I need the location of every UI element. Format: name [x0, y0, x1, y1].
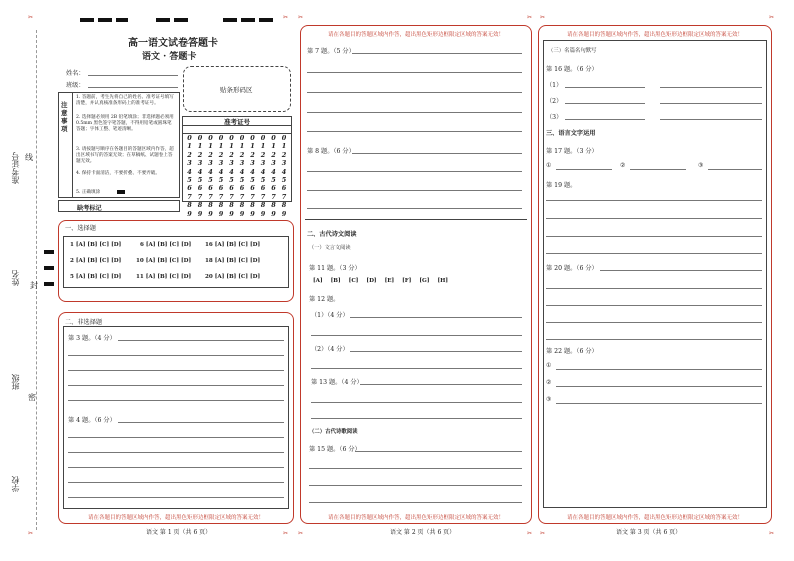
exam-id-digit[interactable]: 8 — [187, 201, 192, 210]
answer-line[interactable] — [546, 322, 762, 323]
exam-id-digit[interactable]: 4 — [197, 167, 203, 176]
exam-id-digit[interactable]: 4 — [187, 167, 192, 176]
answer-line[interactable] — [311, 418, 522, 419]
answer-line[interactable] — [307, 190, 522, 191]
exam-id-digit[interactable]: 0 — [187, 134, 192, 142]
barcode-label: 贴条形码区 — [220, 86, 253, 94]
mc-row-2-a[interactable]: 2 [A] [B] [C] [D] — [70, 258, 122, 264]
answer-line[interactable] — [309, 502, 522, 503]
exam-id-digit[interactable]: 8 — [229, 201, 234, 210]
absent-label: 缺考标记 — [77, 205, 102, 212]
q17-item-3: ③ — [698, 162, 704, 169]
exam-id-digit[interactable]: 2 — [260, 150, 266, 159]
exam-id-digit[interactable]: 7 — [229, 192, 234, 201]
notes-item-2: 2. 选择题必须用 2B 铅笔填涂；非选择题必须用 0.5mm 黑色签字笔答题，不得用铅笔或圆珠笔答题；字体工整、笔迹清晰。 — [76, 115, 174, 132]
answer-line[interactable] — [556, 169, 612, 170]
exam-id-digit[interactable]: 2 — [271, 150, 276, 159]
answer-line[interactable] — [546, 339, 762, 340]
answer-line[interactable] — [307, 131, 522, 132]
sub2-label: （二）古代诗歌阅读 — [309, 429, 358, 435]
q12-label: 第 12 题。 — [309, 296, 340, 303]
class-field[interactable] — [88, 87, 178, 88]
side-label-school: 学校 — [11, 476, 20, 492]
exam-id-digit[interactable]: 3 — [218, 159, 224, 168]
exam-id-digit[interactable]: 0 — [208, 134, 213, 142]
answer-line[interactable] — [565, 119, 645, 120]
answer-line[interactable] — [352, 53, 522, 54]
exam-id-digit[interactable]: 3 — [208, 159, 213, 168]
q16-item-2: （2） — [546, 98, 563, 105]
answer-line[interactable] — [565, 87, 645, 88]
crop-mark: ✂ — [283, 14, 289, 21]
exam-id-digit[interactable]: 3 — [197, 159, 203, 168]
answer-line[interactable] — [352, 153, 522, 154]
exam-id-digit-column[interactable] — [227, 134, 236, 218]
class-label: 班级： — [66, 82, 85, 89]
header-mark-3 — [116, 18, 128, 22]
exam-id-digit[interactable]: 4 — [260, 167, 266, 176]
header-mark-2 — [98, 18, 112, 22]
header-mark-4 — [156, 18, 170, 22]
page-title: 高一语文试卷答题卡 — [128, 38, 218, 49]
mc-row-3-b[interactable]: 11 [A] [B] [C] [D] — [136, 274, 192, 280]
exam-id-digit[interactable]: 8 — [281, 201, 287, 210]
answer-line[interactable] — [307, 171, 522, 172]
answer-line[interactable] — [546, 200, 762, 201]
answer-line[interactable] — [309, 485, 522, 486]
exam-id-digit[interactable]: 0 — [197, 134, 203, 142]
crop-mark: ✂ — [283, 530, 289, 537]
header-mark-6 — [223, 18, 237, 22]
sub3-label: （三）名篇名句默写 — [548, 48, 597, 54]
exam-id-digit[interactable]: 6 — [260, 184, 266, 193]
crop-mark: ✂ — [298, 14, 304, 21]
sub1-label: （一）文言文阅读 — [309, 245, 351, 251]
mc-row-1-a[interactable]: 1 [A] [B] [C] [D] — [70, 242, 122, 248]
crop-mark: ✂ — [769, 14, 775, 21]
q13-label: 第 13 题。（4 分） — [311, 379, 363, 386]
exam-id-digit[interactable]: 9 — [250, 209, 255, 218]
exam-id-digit[interactable]: 5 — [229, 176, 234, 185]
exam-id-digit[interactable]: 6 — [187, 184, 192, 193]
q7-label: 第 7 题。（5 分） — [307, 48, 355, 55]
exam-id-digit[interactable]: 7 — [187, 192, 192, 201]
exam-id-digit[interactable]: 0 — [281, 134, 287, 142]
exam-id-digit[interactable]: 9 — [229, 209, 234, 218]
exam-id-digit[interactable]: 0 — [239, 134, 245, 142]
exam-id-digit[interactable]: 6 — [250, 184, 255, 193]
exam-id-digit[interactable]: 7 — [208, 192, 213, 201]
exam-id-digit-column[interactable] — [259, 134, 268, 218]
exam-id-digit-column[interactable] — [248, 134, 257, 218]
exam-id-digit[interactable]: 9 — [281, 209, 287, 218]
side-label-exam-no: 准考证号 — [11, 152, 20, 184]
answer-line[interactable] — [68, 400, 284, 401]
exam-id-digit[interactable]: 5 — [187, 176, 192, 185]
side-label-seal: 封 — [30, 281, 38, 290]
exam-id-digit[interactable]: 7 — [281, 192, 287, 201]
q11-option[interactable]: [A] — [313, 278, 323, 284]
timing-mark — [44, 250, 54, 254]
exam-id-digit[interactable]: 6 — [229, 184, 234, 193]
q16-item-1: （1） — [546, 82, 563, 89]
exam-id-digit[interactable]: 1 — [229, 142, 234, 151]
answer-line[interactable] — [68, 355, 284, 356]
side-label-name: 姓名 — [11, 270, 20, 286]
exam-id-digit[interactable]: 0 — [218, 134, 224, 142]
exam-id-digit[interactable]: 6 — [281, 184, 287, 193]
exam-id-digit[interactable]: 7 — [250, 192, 255, 201]
crop-mark: ✂ — [540, 530, 546, 537]
q11-label: 第 11 题。（3 分） — [309, 265, 361, 272]
answer-line[interactable] — [307, 72, 522, 73]
side-label-line: 线 — [25, 153, 33, 162]
q22-item-1: ① — [546, 362, 552, 369]
answer-line[interactable] — [546, 288, 762, 289]
exam-id-digit[interactable]: 8 — [197, 201, 203, 210]
exam-id-digit[interactable]: 3 — [239, 159, 245, 168]
crop-mark: ✂ — [769, 530, 775, 537]
exam-id-digit[interactable]: 9 — [260, 209, 266, 218]
page2-notice-bottom: 请在各题目的答题区域内作答，超出黑色矩形边框限定区域的答案无效！ — [327, 515, 504, 521]
exam-id-digit[interactable]: 0 — [271, 134, 276, 142]
answer-line[interactable] — [307, 92, 522, 93]
exam-id-digit[interactable]: 9 — [218, 209, 224, 218]
exam-id-digit[interactable]: 0 — [229, 134, 234, 142]
notes-item-5: 5. 正确填涂 — [76, 190, 101, 195]
answer-line[interactable] — [68, 482, 284, 483]
q17-item-1: ① — [546, 162, 552, 169]
exam-id-digit[interactable]: 1 — [197, 142, 203, 151]
mc-row-2-c[interactable]: 18 [A] [B] [C] [D] — [205, 258, 261, 264]
exam-id-digit[interactable]: 7 — [218, 192, 224, 201]
exam-id-box — [182, 116, 292, 218]
answer-line[interactable] — [68, 385, 284, 386]
exam-id-digit[interactable]: 1 — [281, 142, 287, 151]
answer-line[interactable] — [546, 236, 762, 237]
exam-id-digit[interactable]: 1 — [250, 142, 255, 151]
exam-id-digit[interactable]: 6 — [239, 184, 245, 193]
q17-item-2: ② — [620, 162, 626, 169]
section3-title: 三、语言文字运用 — [546, 130, 596, 137]
exam-id-heading: 准考证号 — [183, 117, 291, 126]
exam-id-digit[interactable]: 0 — [260, 134, 266, 142]
exam-id-digit[interactable]: 9 — [208, 209, 213, 218]
q12-1-label: （1）（4 分） — [311, 312, 349, 319]
exam-id-digit[interactable]: 5 — [250, 176, 255, 185]
answer-line[interactable] — [68, 370, 284, 371]
fill-example-mark — [117, 190, 125, 194]
answer-line[interactable] — [708, 169, 762, 170]
answer-line[interactable] — [311, 368, 522, 369]
exam-id-digit[interactable]: 9 — [239, 209, 245, 218]
exam-id-digit[interactable]: 4 — [208, 167, 213, 176]
exam-id-digit[interactable]: 2 — [197, 150, 203, 159]
exam-id-digit[interactable]: 7 — [260, 192, 266, 201]
exam-id-digit[interactable]: 2 — [229, 150, 234, 159]
q8-label: 第 8 题。（6 分） — [307, 148, 355, 155]
exam-id-digit[interactable]: 5 — [208, 176, 213, 185]
exam-id-digit[interactable]: 3 — [250, 159, 255, 168]
name-field[interactable] — [88, 75, 178, 76]
page3-notice-top: 请在各题目的答题区域内作答，超出黑色矩形边框限定区域的答案无效！ — [566, 32, 743, 38]
exam-id-digit-columns[interactable] — [185, 134, 291, 218]
crop-mark: ✂ — [527, 530, 533, 537]
page1-notice: 请在各题目的答题区域内作答，超出黑色矩形边框限定区域的答案无效！ — [87, 515, 264, 521]
exam-id-digit[interactable]: 1 — [260, 142, 266, 151]
header-mark-8 — [259, 18, 273, 22]
exam-id-digit[interactable]: 5 — [281, 176, 287, 185]
q11-option[interactable]: [E] — [384, 278, 395, 284]
q15-label: 第 15 题。（6 分） — [309, 446, 361, 453]
page3-notice-bottom: 请在各题目的答题区域内作答，超出黑色矩形边框限定区域的答案无效！ — [566, 515, 743, 521]
barcode-area — [183, 66, 291, 112]
exam-id-write-row[interactable] — [183, 126, 291, 134]
exam-id-digit[interactable]: 8 — [250, 201, 255, 210]
exam-id-digit[interactable]: 4 — [239, 167, 245, 176]
q20-label: 第 20 题。（6 分） — [546, 265, 598, 272]
notes-heading: 注意事项 — [61, 101, 68, 133]
exam-id-digit[interactable]: 2 — [250, 150, 255, 159]
answer-line[interactable] — [556, 386, 762, 387]
exam-id-digit-column[interactable] — [185, 134, 194, 218]
answer-line[interactable] — [556, 369, 762, 370]
q11-option[interactable]: [H] — [437, 278, 449, 284]
q11-option[interactable]: [B] — [330, 278, 341, 284]
q11-option[interactable]: [F] — [402, 278, 412, 284]
exam-id-digit[interactable]: 4 — [250, 167, 255, 176]
answer-line[interactable] — [311, 402, 522, 403]
q3-label: 第 3 题。（4 分） — [68, 335, 116, 342]
q11-options — [313, 278, 456, 284]
exam-id-digit[interactable]: 8 — [260, 201, 266, 210]
timing-mark — [44, 266, 54, 270]
answer-line[interactable] — [546, 305, 762, 306]
side-label-dense: 密 — [28, 393, 36, 402]
exam-id-digit[interactable]: 6 — [208, 184, 213, 193]
exam-id-digit[interactable]: 5 — [260, 176, 266, 185]
exam-id-digit[interactable]: 3 — [187, 159, 192, 168]
q22-item-3: ③ — [546, 396, 552, 403]
page-subtitle: 语文 · 答题卡 — [142, 52, 197, 62]
exam-id-digit[interactable]: 2 — [218, 150, 224, 159]
q12-2-label: （2）（4 分） — [311, 346, 349, 353]
exam-id-digit[interactable]: 3 — [271, 159, 276, 168]
exam-id-digit[interactable]: 6 — [271, 184, 276, 193]
answer-line[interactable] — [565, 103, 645, 104]
timing-mark — [44, 282, 54, 286]
exam-id-digit[interactable]: 2 — [187, 150, 192, 159]
page1-footer: 语文 第 1 页（共 6 页） — [146, 529, 212, 536]
page2-footer: 语文 第 2 页（共 6 页） — [390, 529, 456, 536]
exam-id-digit[interactable]: 3 — [281, 159, 287, 168]
page3-footer: 语文 第 3 页（共 6 页） — [616, 529, 682, 536]
exam-id-digit[interactable]: 8 — [208, 201, 213, 210]
exam-id-digit[interactable]: 5 — [218, 176, 224, 185]
answer-line[interactable] — [600, 270, 762, 271]
q11-option[interactable]: [G] — [419, 278, 430, 284]
answer-line[interactable] — [118, 340, 284, 341]
exam-id-digit[interactable]: 3 — [260, 159, 266, 168]
header-mark-7 — [241, 18, 255, 22]
q16-item-3: （3） — [546, 114, 563, 121]
answer-line[interactable] — [556, 403, 762, 404]
page2-section-title: 二、古代诗文阅读 — [307, 231, 357, 238]
answer-line[interactable] — [546, 218, 762, 219]
answer-line[interactable] — [355, 451, 522, 452]
exam-id-digit[interactable]: 5 — [239, 176, 245, 185]
side-label-class: 班级 — [11, 374, 20, 390]
exam-id-digit[interactable]: 5 — [271, 176, 276, 185]
notes-item-4: 4. 保持卡面清洁，不要折叠、不要弄破。 — [76, 171, 160, 176]
exam-id-digit[interactable]: 1 — [271, 142, 276, 151]
exam-id-digit[interactable]: 4 — [281, 167, 287, 176]
exam-id-digit[interactable]: 9 — [197, 209, 203, 218]
notes-item-3: 3. 请按题号顺序在各题目的答题区域内作答，超出区域书写的答案无效；在草稿纸、试题卷上答题无效。 — [76, 147, 174, 164]
exam-id-digit[interactable]: 1 — [218, 142, 224, 151]
exam-id-digit[interactable]: 9 — [187, 209, 192, 218]
mc-row-2-b[interactable]: 10 [A] [B] [C] [D] — [136, 258, 192, 264]
answer-line[interactable] — [68, 497, 284, 498]
exam-id-digit[interactable]: 8 — [271, 201, 276, 210]
page2-notice-top: 请在各题目的答题区域内作答，超出黑色矩形边框限定区域的答案无效！ — [327, 32, 504, 38]
exam-id-digit[interactable]: 7 — [239, 192, 245, 201]
exam-id-digit[interactable]: 2 — [281, 150, 287, 159]
answer-line[interactable] — [350, 351, 522, 352]
answer-line[interactable] — [307, 112, 522, 113]
name-label: 姓名： — [66, 70, 85, 77]
crop-mark: ✂ — [527, 14, 533, 21]
exam-id-digit[interactable]: 5 — [197, 176, 203, 185]
answer-line[interactable] — [546, 253, 762, 254]
exam-id-digit[interactable]: 3 — [229, 159, 234, 168]
q11-option[interactable]: [C] — [348, 278, 359, 284]
exam-id-digit[interactable]: 7 — [197, 192, 203, 201]
exam-id-digit[interactable]: 7 — [271, 192, 276, 201]
exam-id-digit-column[interactable] — [206, 134, 215, 218]
answer-line[interactable] — [68, 452, 284, 453]
header-mark-1 — [80, 18, 94, 22]
notes-item-1: 1. 答题前，考生先将自己的姓名、准考证号填写清楚，并认真核准条形码上的准考证号。 — [76, 95, 174, 106]
exam-id-digit[interactable]: 8 — [218, 201, 224, 210]
answer-line[interactable] — [311, 335, 522, 336]
exam-id-digit-column[interactable] — [196, 134, 205, 218]
crop-mark: ✂ — [28, 530, 34, 537]
page2-box-top — [305, 40, 527, 220]
q11-option[interactable]: [D] — [366, 278, 377, 284]
q19-label: 第 19 题。 — [546, 182, 577, 189]
mc-row-1-b[interactable]: 6 [A] [B] [C] [D] — [140, 242, 192, 248]
notes-divider — [72, 93, 73, 197]
absent-box[interactable] — [58, 200, 180, 212]
q22-label: 第 22 题。（6 分） — [546, 348, 598, 355]
notes-box — [58, 92, 180, 198]
exam-id-digit[interactable]: 8 — [239, 201, 245, 210]
exam-id-digit[interactable]: 4 — [229, 167, 234, 176]
answer-line[interactable] — [350, 317, 522, 318]
exam-id-digit[interactable]: 2 — [208, 150, 213, 159]
page3-answer-box — [543, 40, 767, 508]
answer-line[interactable] — [660, 87, 762, 88]
q22-item-2: ② — [546, 379, 552, 386]
q16-label: 第 16 题。（6 分） — [546, 66, 598, 73]
exam-id-digit[interactable]: 1 — [187, 142, 192, 151]
crop-mark: ✂ — [298, 530, 304, 537]
section1-title: 一、选择题 — [65, 225, 96, 232]
exam-id-digit[interactable]: 4 — [218, 167, 224, 176]
answer-line[interactable] — [309, 468, 522, 469]
answer-line[interactable] — [307, 208, 522, 209]
exam-id-digit-column[interactable] — [238, 134, 247, 218]
answer-line[interactable] — [68, 437, 284, 438]
exam-id-digit[interactable]: 6 — [197, 184, 203, 193]
exam-id-digit-column[interactable] — [280, 134, 289, 218]
q17-label: 第 17 题。（3 分） — [546, 148, 598, 155]
exam-id-digit[interactable]: 1 — [208, 142, 213, 151]
exam-id-digit[interactable]: 0 — [250, 134, 255, 142]
answer-line[interactable] — [660, 103, 762, 104]
exam-id-digit-column[interactable] — [217, 134, 226, 218]
header-mark-5 — [174, 18, 188, 22]
answer-line[interactable] — [118, 422, 284, 423]
q4-label: 第 4 题。（6 分） — [68, 417, 116, 424]
exam-id-digit[interactable]: 2 — [239, 150, 245, 159]
mc-row-1-c[interactable]: 16 [A] [B] [C] [D] — [205, 242, 261, 248]
exam-id-digit[interactable]: 4 — [271, 167, 276, 176]
mc-row-3-a[interactable]: 5 [A] [B] [C] [D] — [70, 274, 122, 280]
mc-row-3-c[interactable]: 20 [A] [B] [C] [D] — [205, 274, 261, 280]
section2-title: 二、非选择题 — [65, 319, 103, 326]
crop-mark: ✂ — [28, 14, 34, 21]
exam-id-digit-column[interactable] — [269, 134, 278, 218]
answer-line[interactable] — [660, 119, 762, 120]
crop-mark: ✂ — [540, 14, 546, 21]
answer-line[interactable] — [68, 467, 284, 468]
answer-line[interactable] — [630, 169, 686, 170]
answer-line[interactable] — [360, 384, 522, 385]
exam-id-digit[interactable]: 6 — [218, 184, 224, 193]
exam-id-digit[interactable]: 1 — [239, 142, 245, 151]
exam-id-digit[interactable]: 9 — [271, 209, 276, 218]
